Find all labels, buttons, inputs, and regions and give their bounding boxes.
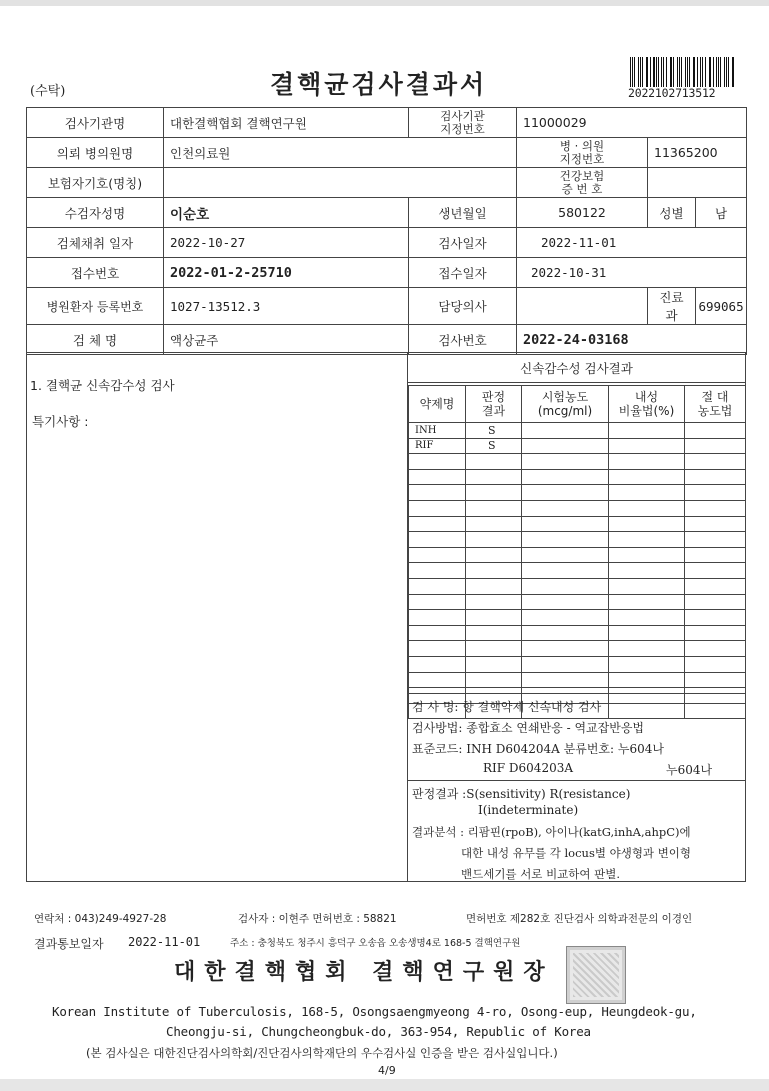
empty-cell xyxy=(466,516,522,532)
empty-cell xyxy=(609,516,685,532)
susceptibility-row xyxy=(409,610,746,626)
empty-cell xyxy=(609,454,685,470)
empty-cell xyxy=(685,454,746,470)
scan-edge-bottom xyxy=(0,1079,769,1091)
empty-cell xyxy=(609,438,685,454)
empty-cell xyxy=(522,641,609,657)
empty-cell xyxy=(522,656,609,672)
empty-cell xyxy=(522,516,609,532)
patient-info-table xyxy=(26,107,747,355)
empty-cell xyxy=(522,594,609,610)
empty-cell xyxy=(466,547,522,563)
barcode xyxy=(630,57,736,87)
susceptibility-row xyxy=(409,469,746,485)
analysis-line-1: 결과분석 : 리팜핀(rpoB), 아이나(katG,inhA,ahpC)에 xyxy=(412,825,691,839)
empty-cell xyxy=(685,532,746,548)
col-judge: 판정 결과 xyxy=(466,386,522,423)
empty-cell xyxy=(522,610,609,626)
susceptibility-row xyxy=(409,454,746,470)
english-address-2: Cheongju-si, Chungcheongbuk-do, 363-954, Republic of Korea xyxy=(166,1024,591,1039)
empty-cell xyxy=(609,641,685,657)
empty-cell xyxy=(609,500,685,516)
empty-cell xyxy=(522,469,609,485)
standard-code-2-class: 누604나 xyxy=(666,763,713,777)
empty-cell xyxy=(409,594,466,610)
empty-cell xyxy=(522,625,609,641)
test-date-label: 검사일자 xyxy=(409,228,517,258)
col-resistance: 내성 비율법(%) xyxy=(609,386,685,423)
dept-label: 진료과 xyxy=(648,288,696,325)
empty-cell xyxy=(609,469,685,485)
empty-cell xyxy=(409,469,466,485)
copy-type-label: (수탁) xyxy=(30,84,66,99)
susceptibility-row xyxy=(409,485,746,501)
empty-cell xyxy=(466,563,522,579)
collect-date-value: 2022-10-27 xyxy=(164,228,409,258)
dept-value: 699065 xyxy=(696,288,747,325)
empty-cell xyxy=(685,594,746,610)
susceptibility-row xyxy=(409,547,746,563)
empty-cell xyxy=(609,625,685,641)
analysis-line-2: 대한 내성 유무를 각 locus별 야생형과 변이형 xyxy=(461,846,692,860)
standard-code-1: 표준코드: INH D604204A 분류번호: 누604나 xyxy=(412,742,664,756)
english-address-1: Korean Institute of Tuberculosis, 168-5, Osongsaengmyeong 4-ro, Osong-eup, Heungdeok-gu, xyxy=(52,1004,697,1019)
empty-cell xyxy=(685,485,746,501)
empty-cell xyxy=(685,641,746,657)
judge-legend-1: 판정결과 :S(sensitivity) R(resistance) xyxy=(412,787,631,801)
empty-cell xyxy=(466,578,522,594)
empty-cell xyxy=(609,563,685,579)
empty-cell xyxy=(609,610,685,626)
empty-cell xyxy=(685,516,746,532)
empty-cell xyxy=(466,594,522,610)
health-id-label: 건강보험 증 번 호 xyxy=(517,168,648,198)
susceptibility-row xyxy=(409,672,746,688)
page-number: 4/9 xyxy=(378,1064,396,1077)
susceptibility-row xyxy=(409,641,746,657)
empty-cell xyxy=(522,454,609,470)
col-concentration: 시험농도 (mcg/ml) xyxy=(522,386,609,423)
clinic-id-label: 병 · 의원 지정번호 xyxy=(517,138,648,168)
reg-no-value: 1027-13512.3 xyxy=(164,288,409,325)
susceptibility-row xyxy=(409,516,746,532)
empty-cell xyxy=(609,578,685,594)
receipt-no-value: 2022-01-2-25710 xyxy=(164,258,409,288)
empty-cell xyxy=(685,656,746,672)
empty-cell xyxy=(522,485,609,501)
receipt-no-label: 접수번호 xyxy=(27,258,164,288)
empty-cell xyxy=(409,610,466,626)
empty-cell xyxy=(466,454,522,470)
empty-cell xyxy=(466,485,522,501)
empty-cell xyxy=(409,625,466,641)
susceptibility-row xyxy=(409,594,746,610)
receipt-date-value: 2022-10-31 xyxy=(517,258,747,288)
empty-cell xyxy=(409,547,466,563)
empty-cell xyxy=(609,532,685,548)
scan-edge-top xyxy=(0,0,769,6)
contact-info: 연락처 : 043)249-4927-28 xyxy=(34,913,167,925)
sex-value: 남 xyxy=(696,198,747,228)
col-drug: 약제명 xyxy=(409,386,466,423)
hospital-value: 인천의료원 xyxy=(164,138,517,168)
empty-cell xyxy=(685,610,746,626)
organization-name: 대한결핵협회 결핵연구원장 xyxy=(174,959,554,985)
susceptibility-table xyxy=(408,385,746,719)
empty-cell xyxy=(466,610,522,626)
empty-cell xyxy=(685,563,746,579)
examiner-info: 검사자 : 이현주 면허번호 : 58821 xyxy=(238,913,397,925)
empty-cell xyxy=(409,500,466,516)
empty-cell xyxy=(609,423,685,439)
empty-cell xyxy=(685,672,746,688)
empty-cell xyxy=(522,547,609,563)
empty-cell xyxy=(609,672,685,688)
susceptibility-title: 신속감수성 검사결과 xyxy=(408,353,745,383)
empty-cell xyxy=(409,578,466,594)
clinic-id-value: 11365200 xyxy=(648,138,747,168)
doctor-value xyxy=(517,288,648,325)
empty-cell xyxy=(685,547,746,563)
susceptibility-row xyxy=(409,423,746,439)
empty-cell xyxy=(409,656,466,672)
empty-cell xyxy=(522,438,609,454)
patient-name: 이순호 xyxy=(164,198,409,228)
lab-id-label: 검사기관 지정번호 xyxy=(409,108,517,138)
lab-name-label: 검사기관명 xyxy=(27,108,164,138)
empty-cell xyxy=(409,563,466,579)
susceptibility-row xyxy=(409,438,746,454)
health-id-value xyxy=(648,168,747,198)
empty-cell xyxy=(522,532,609,548)
empty-cell xyxy=(609,485,685,501)
susceptibility-row xyxy=(409,625,746,641)
empty-cell xyxy=(466,641,522,657)
collect-date-label: 검체채취 일자 xyxy=(27,228,164,258)
birth-label: 생년월일 xyxy=(409,198,517,228)
empty-cell xyxy=(609,547,685,563)
insured-value xyxy=(164,168,517,198)
empty-cell xyxy=(685,469,746,485)
test-no-label: 검사번호 xyxy=(409,325,517,355)
lab-name-value: 대한결핵협회 결핵연구원 xyxy=(164,108,409,138)
empty-cell xyxy=(685,423,746,439)
empty-cell xyxy=(466,656,522,672)
specimen-label: 검 체 명 xyxy=(27,325,164,355)
empty-cell xyxy=(609,656,685,672)
empty-cell xyxy=(466,532,522,548)
empty-cell xyxy=(609,594,685,610)
certification-note: (본 검사실은 대한진단검사의학회/진단검사의학재단의 우수검사실 인증을 받은 검사실입니다.) xyxy=(86,1046,558,1060)
empty-cell xyxy=(466,500,522,516)
col-absolute: 절 대 농도법 xyxy=(685,386,746,423)
doctor-label: 담당의사 xyxy=(409,288,517,325)
empty-cell xyxy=(685,438,746,454)
analysis-line-3: 밴드세기를 서로 비교하여 판별. xyxy=(461,867,621,881)
notice-date-value: 2022-11-01 xyxy=(128,935,201,949)
empty-cell xyxy=(522,423,609,439)
judge-result: S xyxy=(466,438,522,454)
susceptibility-row xyxy=(409,578,746,594)
empty-cell xyxy=(522,578,609,594)
empty-cell xyxy=(466,625,522,641)
drug-name: INH xyxy=(409,423,466,439)
specimen-value: 액상균주 xyxy=(164,325,409,355)
empty-cell xyxy=(685,625,746,641)
test-method: 검사방법: 종합효소 연쇄반응 - 역교잡반응법 xyxy=(412,721,645,735)
insured-label: 보험자기호(명칭) xyxy=(27,168,164,198)
empty-cell xyxy=(409,454,466,470)
empty-cell xyxy=(522,672,609,688)
judge-result: S xyxy=(466,423,522,439)
sex-label: 성별 xyxy=(648,198,696,228)
drug-name: RIF xyxy=(409,438,466,454)
susceptibility-row xyxy=(409,656,746,672)
document-title: 결핵균검사결과서 xyxy=(270,70,488,99)
empty-cell xyxy=(409,485,466,501)
empty-cell xyxy=(466,469,522,485)
empty-cell xyxy=(522,563,609,579)
susceptibility-row xyxy=(409,532,746,548)
empty-cell xyxy=(409,516,466,532)
reg-no-label: 병원환자 등록번호 xyxy=(27,288,164,325)
section-title: 1. 결핵균 신속감수성 검사 xyxy=(30,378,175,393)
standard-code-2: RIF D604203A xyxy=(483,761,574,775)
notice-date-label: 결과통보일자 xyxy=(34,937,104,951)
susceptibility-row xyxy=(409,563,746,579)
empty-cell xyxy=(466,672,522,688)
birth-value: 580122 xyxy=(517,198,648,228)
address: 주소 : 충청북도 청주시 흥덕구 오송읍 오송생명4로 168-5 결핵연구원 xyxy=(230,938,521,949)
receipt-date-label: 접수일자 xyxy=(409,258,517,288)
test-name: 검 사 명: 항 결핵약제 신속내성 검사 xyxy=(412,700,602,714)
empty-cell xyxy=(409,532,466,548)
test-no-value: 2022-24-03168 xyxy=(517,325,747,355)
empty-cell xyxy=(685,578,746,594)
remarks-label: 특기사항 : xyxy=(32,414,89,429)
empty-cell xyxy=(409,672,466,688)
barcode-number: 2022102713512 xyxy=(628,86,716,100)
empty-cell xyxy=(522,500,609,516)
susceptibility-row xyxy=(409,500,746,516)
patient-label: 수검자성명 xyxy=(27,198,164,228)
specialist-info: 면허번호 제282호 진단검사 의학과전문의 이경인 xyxy=(466,913,693,925)
judge-legend-2: I(indeterminate) xyxy=(478,803,579,817)
hospital-label: 의뢰 병의원명 xyxy=(27,138,164,168)
empty-cell xyxy=(409,641,466,657)
empty-cell xyxy=(685,500,746,516)
test-date-value: 2022-11-01 xyxy=(517,228,747,258)
official-seal xyxy=(566,946,626,1004)
lab-id-value: 11000029 xyxy=(517,108,747,138)
